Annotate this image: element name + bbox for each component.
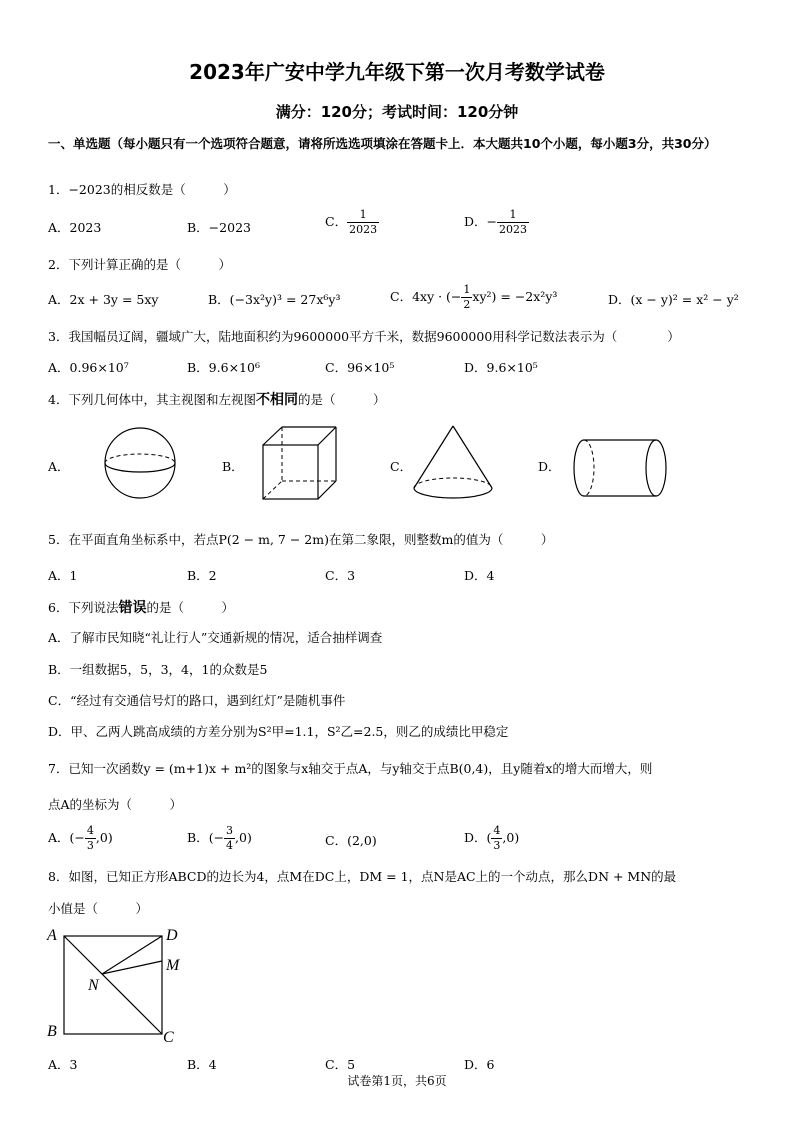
q8-option-d: D．6: [464, 1057, 495, 1072]
q1-d-label: D．−: [464, 214, 497, 229]
segment-mn: [102, 961, 162, 974]
label-d: D: [166, 927, 178, 944]
q4-option-c: C．: [390, 459, 413, 474]
sphere-figure: [100, 427, 180, 499]
q7-d-den: 3: [493, 839, 501, 852]
q7-d-label: D．: [464, 830, 487, 845]
q4-stem-emphasis: 不相同: [255, 392, 298, 408]
q7-a-pre: (−: [69, 830, 85, 845]
q8-option-a: A．3: [48, 1057, 78, 1072]
cone-figure: [410, 424, 496, 502]
q6-stem: [48, 597, 234, 617]
q8-option-b: B．4: [187, 1057, 217, 1072]
q2-option-b: B．(−3x²y)³ = 27x⁶y³: [208, 292, 341, 307]
q4-stem: [48, 389, 385, 409]
q7-option-d: [464, 824, 519, 853]
q7-option-c: C．(2,0): [325, 833, 377, 848]
q2-c-fraction: [461, 283, 472, 312]
q4-option-b: B．: [222, 459, 244, 474]
label-m: M: [166, 957, 180, 974]
q4-option-a: A．: [48, 459, 70, 474]
q6-stem-pre: 6．下列说法: [48, 600, 119, 615]
q4-stem-post: 的是（ ）: [297, 392, 386, 407]
q6-option-c: C．“经过有交通信号灯的路口，遇到红灯”是随机事件: [48, 693, 346, 708]
q7-b-pre: (−: [208, 830, 225, 845]
q6-option-b: B．一组数据5，5，3，4，1的众数是5: [48, 662, 268, 677]
q7-b-num: 3: [226, 824, 234, 837]
label-a: A: [47, 927, 57, 944]
q7-d-pre: (: [486, 830, 492, 845]
q2-c-pre: C．4xy · (−: [390, 289, 462, 304]
q7-a-den: 3: [86, 839, 94, 852]
page-footer: 试卷第1页，共6页: [347, 1074, 447, 1088]
q8-stem-line1: 8．如图，已知正方形ABCD的边长为4，点M在DC上，DM = 1，点N是AC上的一个动点，那么DN + MN的最: [48, 869, 677, 884]
q1-c-fraction: [347, 208, 379, 237]
q7-d-num: 4: [493, 824, 501, 837]
q2-c-num: 1: [463, 283, 471, 296]
q6-option-d: D．甲、乙两人跳高成绩的方差分别为S²甲=1.1，S²乙=2.5，则乙的成绩比甲稳定: [48, 724, 509, 739]
q2-option-a: A．2x + 3y = 5xy: [48, 292, 159, 307]
q2-stem: 2．下列计算正确的是（ ）: [48, 257, 231, 272]
exam-title: 2023年广安中学九年级下第一次月考数学试卷: [189, 60, 605, 84]
q5-stem: 5．在平面直角坐标系中，若点P(2 − m, 7 − 2m)在第二象限，则整数m的值为（ ）: [48, 532, 554, 547]
q5-option-d: D．4: [464, 568, 495, 583]
q7-stem-line2: 点A的坐标为（ ）: [48, 797, 183, 812]
q2-c-den: 2: [463, 298, 471, 311]
square-abcd-figure: [44, 924, 194, 1048]
q2-option-c: [390, 283, 557, 312]
q1-c-num: 1: [347, 208, 379, 223]
q3-option-a: A．0.96×10⁷: [48, 360, 129, 375]
label-n: N: [88, 977, 99, 994]
diagonal-ac: [64, 936, 162, 1034]
q1-c-label: C．: [325, 214, 348, 229]
q8-option-c: C．5: [325, 1057, 356, 1072]
segment-dn: [102, 936, 162, 974]
q6-stem-post: 的是（ ）: [146, 600, 234, 615]
q7-b-label: B．: [187, 830, 209, 845]
q3-option-b: B．9.6×10⁶: [187, 360, 260, 375]
q2-c-post: xy²) = −2x²y³: [472, 289, 558, 304]
q1-stem: 1．−2023的相反数是（ ）: [48, 182, 236, 197]
q7-b-post: ,0): [235, 830, 252, 845]
q4-stem-pre: 4．下列几何体中，其主视图和左视图: [48, 392, 256, 407]
exam-subtitle: 满分：120分；考试时间：120分钟: [275, 103, 519, 121]
q7-option-a: [48, 824, 113, 853]
q3-stem: 3．我国幅员辽阔，疆域广大，陆地面积约为9600000平方千米，数据9600000用科学记数法表示为（ ）: [48, 329, 680, 344]
q5-option-b: B．2: [187, 568, 217, 583]
q6-stem-emphasis: 错误: [118, 600, 147, 616]
q1-d-den: 2023: [499, 223, 527, 236]
q7-a-label: A．: [48, 830, 70, 845]
q7-a-post: ,0): [95, 830, 113, 845]
q7-a-fraction: [85, 824, 96, 853]
q1-c-den: 2023: [349, 223, 378, 236]
q7-stem-line1: 7．已知一次函数y = (m+1)x + m²的图象与x轴交于点A，与y轴交于点B(0,4)，且y随着x的增大而增大，则: [48, 761, 653, 776]
q7-a-num: 4: [86, 824, 94, 837]
q1-option-c: [325, 208, 379, 237]
q7-b-den: 4: [226, 839, 234, 852]
q7-d-post: ,0): [502, 830, 520, 845]
cylinder-figure: [572, 437, 668, 499]
q1-d-num: 1: [497, 208, 529, 223]
q3-option-d: D．9.6×10⁵: [464, 360, 538, 375]
q2-option-d: D．(x − y)² = x² − y²: [608, 292, 739, 307]
q7-b-fraction: [224, 824, 235, 853]
q1-d-fraction: [497, 208, 529, 237]
label-c: C: [163, 1029, 174, 1046]
q1-option-b: B．−2023: [187, 220, 251, 235]
q4-option-d: D．: [538, 459, 561, 474]
q5-option-a: A．1: [48, 568, 78, 583]
q1-option-a: A．2023: [48, 220, 102, 235]
q5-option-c: C．3: [325, 568, 356, 583]
q8-stem-line2: 小值是（ ）: [48, 901, 149, 916]
section-heading: 一、单选题（每小题只有一个选项符合题意，请将所选选项填涂在答题卡上．本大题共10个小题，每小题3分，共30分）: [48, 136, 717, 151]
q1-option-d: [464, 208, 529, 237]
q3-option-c: C．96×10⁵: [325, 360, 395, 375]
q7-option-b: [187, 824, 252, 853]
cube-figure: [258, 425, 338, 501]
label-b: B: [47, 1023, 57, 1040]
q6-option-a: A．了解市民知晓“礼让行人”交通新规的情况，适合抽样调查: [48, 630, 383, 645]
q7-d-fraction: [491, 824, 502, 853]
